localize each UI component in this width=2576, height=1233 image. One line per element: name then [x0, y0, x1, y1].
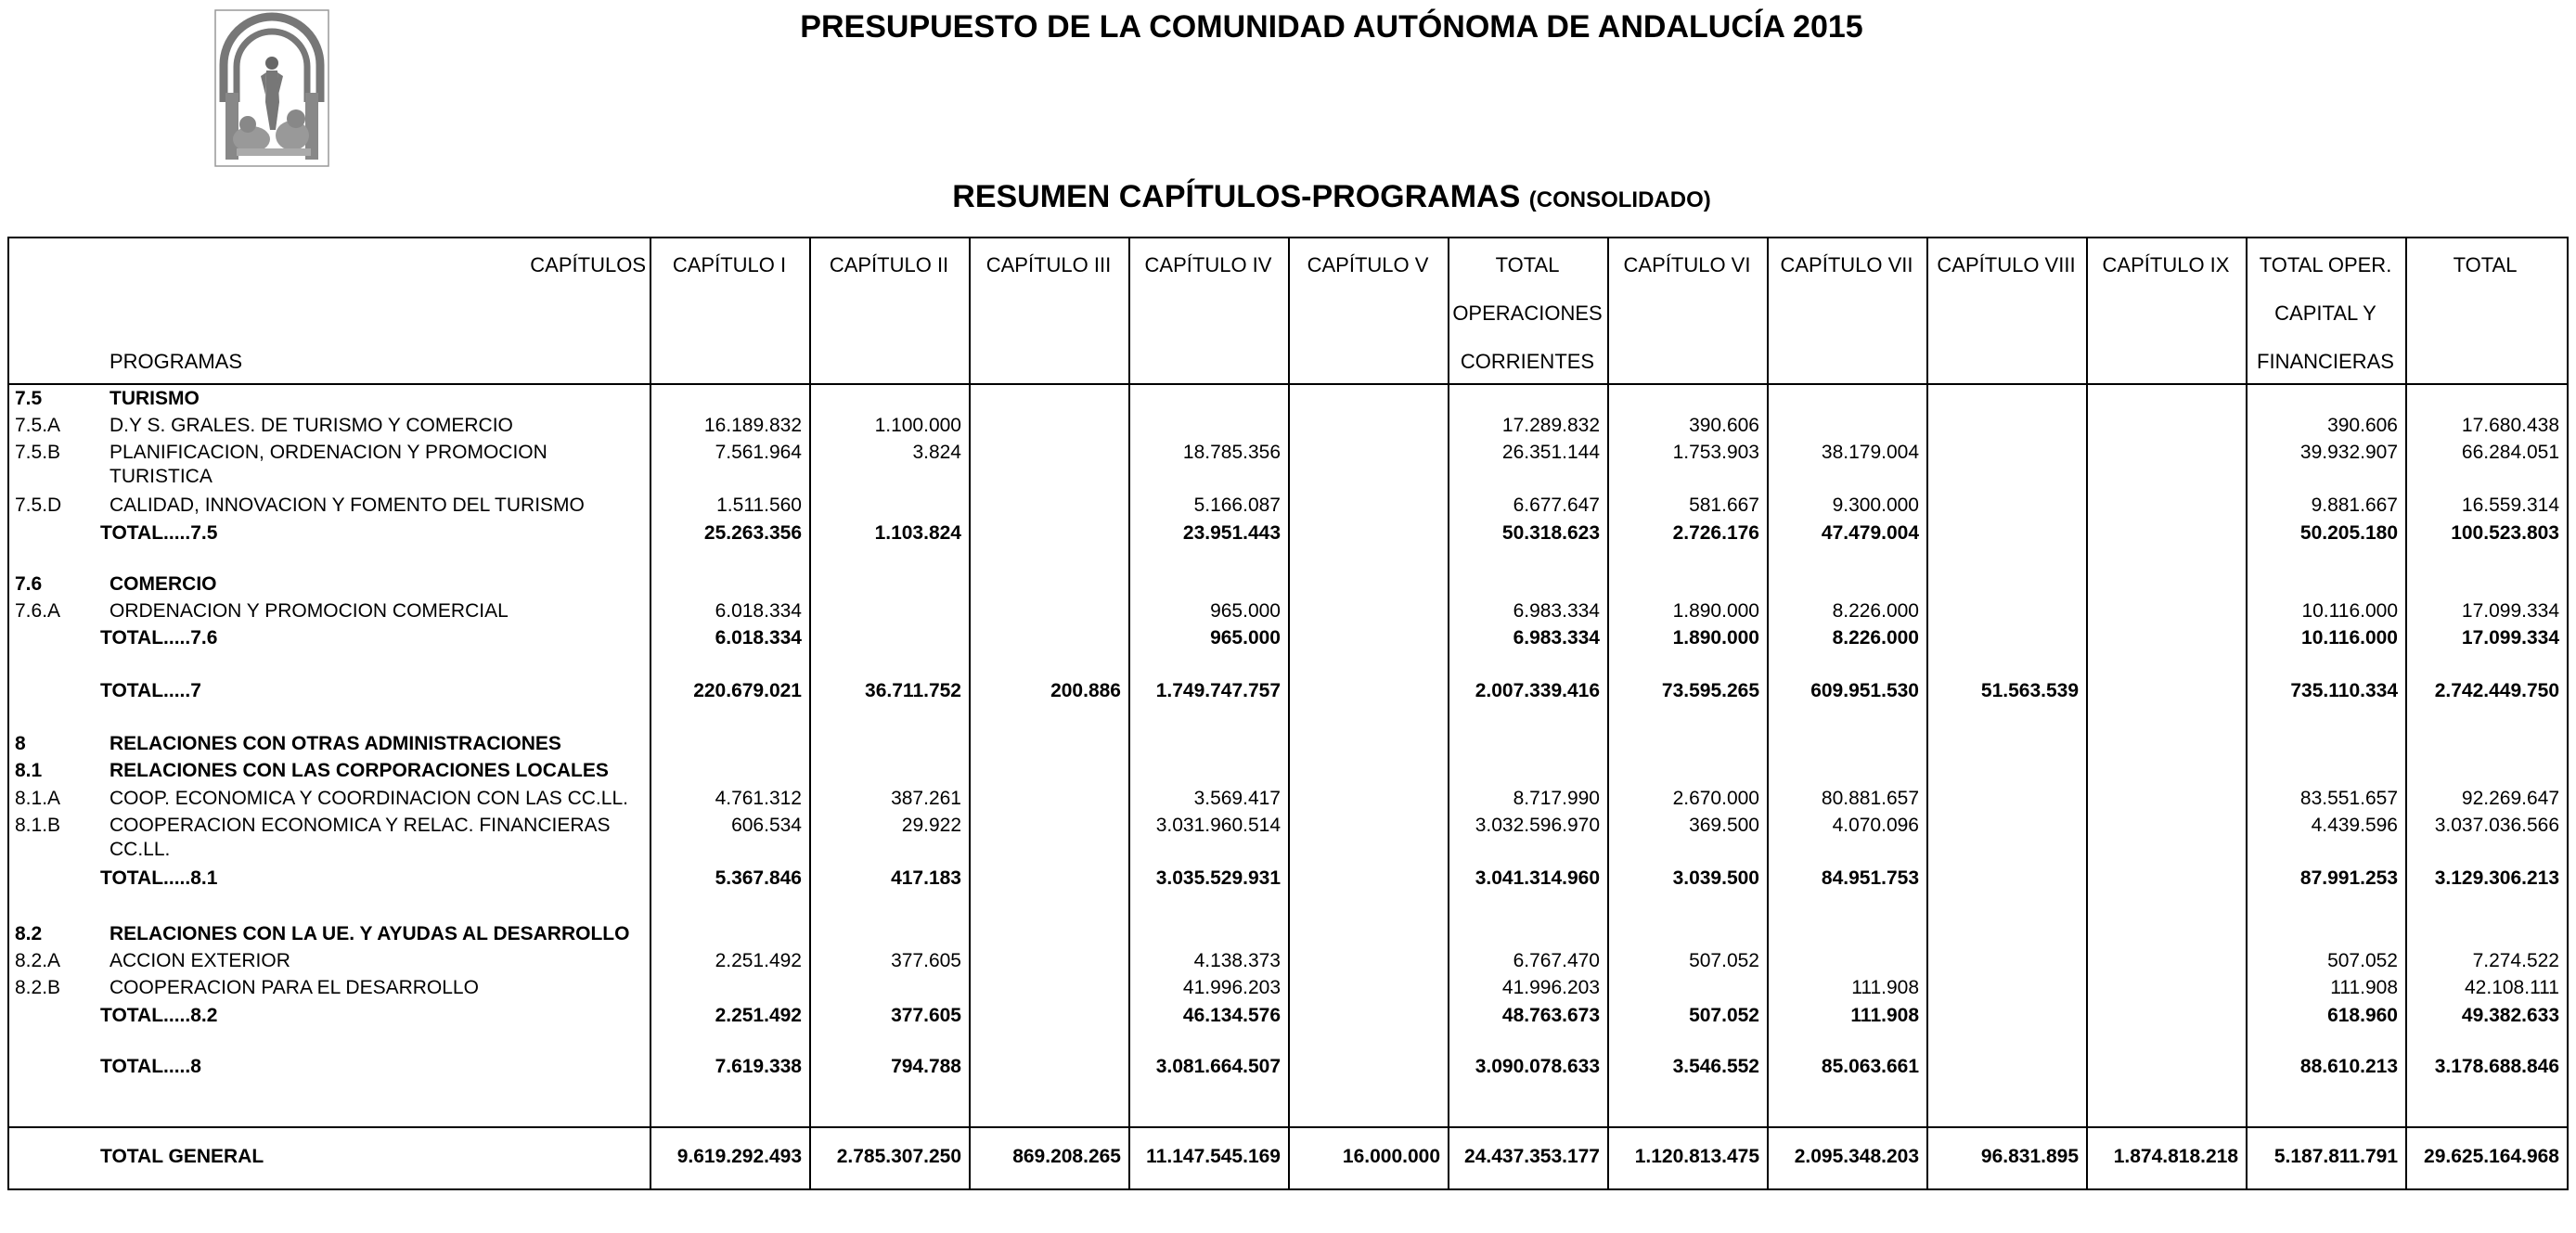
- total-general-value: 869.208.265: [1012, 1146, 1121, 1167]
- table-cell-value: 83.551.657: [2299, 788, 2398, 809]
- table-cell-value: 3.824: [912, 442, 961, 463]
- total-general-value: 24.437.353.177: [1464, 1146, 1600, 1167]
- table-cell-value: 29.922: [901, 815, 961, 836]
- table-cell-value: 6.018.334: [715, 600, 802, 622]
- table-cell-value: 507.052: [1689, 1005, 1759, 1026]
- table-cell-value: 200.886: [1050, 680, 1121, 701]
- row-program-name: COOP. ECONOMICA Y COORDINACION CON LAS CC.LL.: [109, 788, 628, 809]
- header-capitulo-vi: CAPÍTULO VI: [1623, 253, 1751, 276]
- table-cell-value: 2.251.492: [715, 950, 802, 971]
- row-code: 7.5.B: [15, 442, 61, 463]
- table-cell-value: 51.563.539: [1980, 680, 2079, 701]
- header-capitulo-iii: CAPÍTULO III: [985, 253, 1112, 276]
- table-cell-value: 1.100.000: [874, 415, 961, 436]
- table-cell-value: 3.090.078.633: [1475, 1056, 1600, 1077]
- column-divider: [1448, 238, 1449, 1188]
- subtitle-note: (CONSOLIDADO): [1528, 187, 1711, 212]
- table-cell-value: 48.763.673: [1501, 1005, 1600, 1026]
- header-capitulo-viii: CAPÍTULO VIII: [1937, 253, 2076, 276]
- table-cell-value: 3.041.314.960: [1475, 867, 1600, 889]
- row-code: 7.6: [15, 573, 43, 595]
- total-general-value: 2.095.348.203: [1794, 1146, 1919, 1167]
- row-program-name: COOPERACION ECONOMICA Y RELAC. FINANCIERAS: [109, 815, 611, 836]
- table-cell-value: 7.274.522: [2472, 950, 2559, 971]
- total-general-value: 11.147.545.169: [1146, 1146, 1281, 1167]
- row-total-label: TOTAL.....8: [100, 1056, 201, 1077]
- table-cell-value: 36.711.752: [865, 680, 961, 701]
- table-cell-value: 8.717.990: [1513, 788, 1600, 809]
- header-total-oper-cap-2: CAPITAL Y: [2274, 302, 2376, 325]
- row-program-name-cont: CC.LL.: [109, 839, 171, 860]
- table-cell-value: 80.881.657: [1821, 788, 1919, 809]
- table-cell-value: 88.610.213: [2299, 1056, 2398, 1077]
- table-cell-value: 17.680.438: [2461, 415, 2559, 436]
- table-cell-value: 6.018.334: [715, 627, 802, 649]
- row-code: 7.6.A: [15, 600, 61, 622]
- row-program-name: RELACIONES CON OTRAS ADMINISTRACIONES: [109, 733, 561, 754]
- table-cell-value: 10.116.000: [2301, 627, 2398, 649]
- table-cell-value: 66.284.051: [2461, 442, 2559, 463]
- table-cell-value: 9.300.000: [1832, 494, 1919, 516]
- total-general-label: TOTAL GENERAL: [100, 1146, 264, 1167]
- header-programas: PROGRAMAS: [109, 350, 243, 373]
- column-divider: [2405, 238, 2407, 1188]
- table-cell-value: 85.063.661: [1821, 1056, 1919, 1077]
- table-cell-value: 49.382.633: [2461, 1005, 2559, 1026]
- table-cell-value: 606.534: [731, 815, 802, 836]
- column-divider: [1767, 238, 1769, 1188]
- table-cell-value: 369.500: [1689, 815, 1759, 836]
- table-cell-value: 46.134.576: [1182, 1005, 1281, 1026]
- table-cell-value: 4.070.096: [1832, 815, 1919, 836]
- column-divider: [1926, 238, 1928, 1188]
- table-cell-value: 50.318.623: [1501, 522, 1600, 544]
- row-total-label: TOTAL.....8.1: [100, 867, 218, 889]
- header-total-oper-corr-2: OPERACIONES: [1452, 302, 1603, 325]
- table-cell-value: 111.908: [1851, 977, 1919, 998]
- table-cell-value: 3.032.596.970: [1475, 815, 1600, 836]
- table-cell-value: 41.996.203: [1182, 977, 1281, 998]
- column-divider: [1288, 238, 1290, 1188]
- header-capitulo-v: CAPÍTULO V: [1307, 253, 1429, 276]
- column-divider: [1607, 238, 1609, 1188]
- table-cell-value: 9.881.667: [2311, 494, 2398, 516]
- column-divider: [2246, 238, 2248, 1188]
- total-general-value: 96.831.895: [1980, 1146, 2079, 1167]
- table-cell-value: 377.605: [891, 1005, 961, 1026]
- table-cell-value: 507.052: [1689, 950, 1759, 971]
- table-cell-value: 965.000: [1210, 627, 1281, 649]
- total-general-value: 16.000.000: [1342, 1146, 1440, 1167]
- table-cell-value: 3.569.417: [1193, 788, 1281, 809]
- table-cell-value: 17.099.334: [2461, 627, 2559, 649]
- table-cell-value: 3.129.306.213: [2434, 867, 2559, 889]
- header-capitulo-ii: CAPÍTULO II: [829, 253, 949, 276]
- row-code: 8.1: [15, 760, 43, 781]
- table-cell-value: 4.439.596: [2311, 815, 2398, 836]
- table-cell-value: 26.351.144: [1501, 442, 1600, 463]
- table-cell-value: 390.606: [2327, 415, 2398, 436]
- header-total-oper-corr-3: CORRIENTES: [1460, 350, 1595, 373]
- table-cell-value: 735.110.334: [2290, 680, 2398, 701]
- table-cell-value: 965.000: [1210, 600, 1281, 622]
- table-cell-value: 581.667: [1689, 494, 1759, 516]
- row-program-name: D.Y S. GRALES. DE TURISMO Y COMERCIO: [109, 415, 513, 436]
- table-cell-value: 50.205.180: [2299, 522, 2398, 544]
- row-program-name: COMERCIO: [109, 573, 217, 595]
- row-code: 8.2: [15, 923, 43, 944]
- row-total-label: TOTAL.....7.6: [100, 627, 218, 649]
- total-general-value: 1.120.813.475: [1634, 1146, 1759, 1167]
- table-cell-value: 92.269.647: [2461, 788, 2559, 809]
- table-cell-value: 6.677.647: [1513, 494, 1600, 516]
- row-program-name: COOPERACION PARA EL DESARROLLO: [109, 977, 479, 998]
- header-total-oper-corr-1: TOTAL: [1495, 253, 1560, 276]
- row-total-label: TOTAL.....7: [100, 680, 201, 701]
- table-cell-value: 507.052: [2327, 950, 2398, 971]
- column-divider: [2086, 238, 2088, 1188]
- table-cell-value: 377.605: [891, 950, 961, 971]
- table-cell-value: 2.251.492: [715, 1005, 802, 1026]
- row-program-name: RELACIONES CON LA UE. Y AYUDAS AL DESARROLLO: [109, 923, 630, 944]
- table-cell-value: 794.788: [891, 1056, 961, 1077]
- table-cell-value: 1.890.000: [1672, 600, 1759, 622]
- row-program-name-cont: TURISTICA: [109, 466, 213, 487]
- table-cell-value: 84.951.753: [1821, 867, 1919, 889]
- table-cell-value: 3.039.500: [1672, 867, 1759, 889]
- subtitle-main: RESUMEN CAPÍTULOS-PROGRAMAS: [952, 179, 1521, 214]
- table-cell-value: 87.991.253: [2299, 867, 2398, 889]
- table-cell-value: 3.546.552: [1672, 1056, 1759, 1077]
- table-cell-value: 387.261: [891, 788, 961, 809]
- budget-table: [7, 237, 2569, 1190]
- column-divider: [969, 238, 971, 1188]
- table-cell-value: 6.767.470: [1513, 950, 1600, 971]
- row-program-name: ACCION EXTERIOR: [109, 950, 290, 971]
- table-cell-value: 1.749.747.757: [1155, 680, 1281, 701]
- table-cell-value: 390.606: [1689, 415, 1759, 436]
- table-cell-value: 7.561.964: [715, 442, 802, 463]
- table-cell-value: 17.289.832: [1501, 415, 1600, 436]
- table-cell-value: 220.679.021: [693, 680, 802, 701]
- table-cell-value: 1.511.560: [716, 494, 802, 516]
- table-cell-value: 8.226.000: [1832, 600, 1919, 622]
- table-cell-value: 111.908: [2330, 977, 2398, 998]
- row-total-label: TOTAL.....8.2: [100, 1005, 218, 1026]
- table-cell-value: 16.559.314: [2461, 494, 2559, 516]
- page-subtitle: [0, 179, 2576, 215]
- row-divider: [9, 1126, 2567, 1128]
- table-cell-value: 3.031.960.514: [1155, 815, 1281, 836]
- row-program-name: RELACIONES CON LAS CORPORACIONES LOCALES: [109, 760, 609, 781]
- table-cell-value: 8.226.000: [1832, 627, 1919, 649]
- row-code: 7.5.A: [15, 415, 61, 436]
- total-general-value: 29.625.164.968: [2424, 1146, 2559, 1167]
- table-cell-value: 5.166.087: [1193, 494, 1281, 516]
- row-program-name: CALIDAD, INNOVACION Y FOMENTO DEL TURISMO: [109, 494, 585, 516]
- total-general-value: 1.874.818.218: [2113, 1146, 2238, 1167]
- total-general-value: 9.619.292.493: [676, 1146, 802, 1167]
- table-cell-value: 3.081.664.507: [1155, 1056, 1281, 1077]
- table-cell-value: 4.138.373: [1193, 950, 1281, 971]
- table-cell-value: 2.670.000: [1672, 788, 1759, 809]
- row-code: 7.5: [15, 388, 43, 409]
- row-total-label: TOTAL.....7.5: [100, 522, 218, 544]
- table-cell-value: 73.595.265: [1661, 680, 1759, 701]
- table-cell-value: 17.099.334: [2461, 600, 2559, 622]
- table-cell-value: 618.960: [2327, 1005, 2398, 1026]
- row-code: 8.1.B: [15, 815, 61, 836]
- table-cell-value: 417.183: [891, 867, 961, 889]
- table-cell-value: 2.007.339.416: [1475, 680, 1600, 701]
- table-cell-value: 18.785.356: [1182, 442, 1281, 463]
- table-cell-value: 25.263.356: [703, 522, 802, 544]
- row-code: 7.5.D: [15, 494, 62, 516]
- row-program-name: PLANIFICACION, ORDENACION Y PROMOCION: [109, 442, 547, 463]
- table-cell-value: 7.619.338: [715, 1056, 802, 1077]
- table-cell-value: 42.108.111: [2465, 977, 2559, 998]
- row-program-name: TURISMO: [109, 388, 200, 409]
- page-title: PRESUPUESTO DE LA COMUNIDAD AUTÓNOMA DE ANDALUCÍA 2015: [800, 9, 1863, 45]
- row-code: 8.2.B: [15, 977, 61, 998]
- table-cell-value: 2.726.176: [1672, 522, 1759, 544]
- header-capitulo-i: CAPÍTULO I: [672, 253, 787, 276]
- header-total-oper-cap-1: TOTAL OPER.: [2259, 253, 2392, 276]
- header-capitulo-vii: CAPÍTULO VII: [1780, 253, 1913, 276]
- table-cell-value: 609.951.530: [1810, 680, 1919, 701]
- table-cell-value: 2.742.449.750: [2434, 680, 2559, 701]
- table-cell-value: 47.479.004: [1821, 522, 1919, 544]
- column-divider: [809, 238, 811, 1188]
- row-code: 8.2.A: [15, 950, 61, 971]
- column-divider: [650, 238, 651, 1188]
- table-cell-value: 3.035.529.931: [1155, 867, 1281, 889]
- row-divider: [9, 383, 2567, 385]
- table-cell-value: 111.908: [1850, 1005, 1919, 1026]
- table-cell-value: 10.116.000: [2301, 600, 2398, 622]
- header-capitulo-iv: CAPÍTULO IV: [1144, 253, 1272, 276]
- table-cell-value: 41.996.203: [1501, 977, 1600, 998]
- table-cell-value: 16.189.832: [703, 415, 802, 436]
- table-cell-value: 38.179.004: [1821, 442, 1919, 463]
- header-total-oper-cap-3: FINANCIERAS: [2257, 350, 2394, 373]
- table-cell-value: 100.523.803: [2451, 522, 2559, 544]
- row-code: 8: [15, 733, 26, 754]
- table-cell-value: 6.983.334: [1513, 627, 1600, 649]
- table-cell-value: 6.983.334: [1513, 600, 1600, 622]
- table-cell-value: 23.951.443: [1182, 522, 1281, 544]
- table-cell-value: 5.367.846: [715, 867, 802, 889]
- header-capitulo-ix: CAPÍTULO IX: [2102, 253, 2230, 276]
- row-program-name: ORDENACION Y PROMOCION COMERCIAL: [109, 600, 509, 622]
- total-general-value: 2.785.307.250: [836, 1146, 961, 1167]
- table-cell-value: 1.103.824: [874, 522, 961, 544]
- table-cell-value: 39.932.907: [2299, 442, 2398, 463]
- table-cell-value: 3.178.688.846: [2434, 1056, 2559, 1077]
- table-cell-value: 1.753.903: [1672, 442, 1759, 463]
- row-code: 8.1.A: [15, 788, 61, 809]
- total-general-value: 5.187.811.791: [2273, 1146, 2398, 1167]
- table-cell-value: 4.761.312: [715, 788, 802, 809]
- table-cell-value: 1.890.000: [1672, 627, 1759, 649]
- header-total: TOTAL: [2453, 253, 2518, 276]
- column-divider: [1128, 238, 1130, 1188]
- header-capitulos: CAPÍTULOS: [530, 253, 646, 276]
- table-cell-value: 3.037.036.566: [2434, 815, 2559, 836]
